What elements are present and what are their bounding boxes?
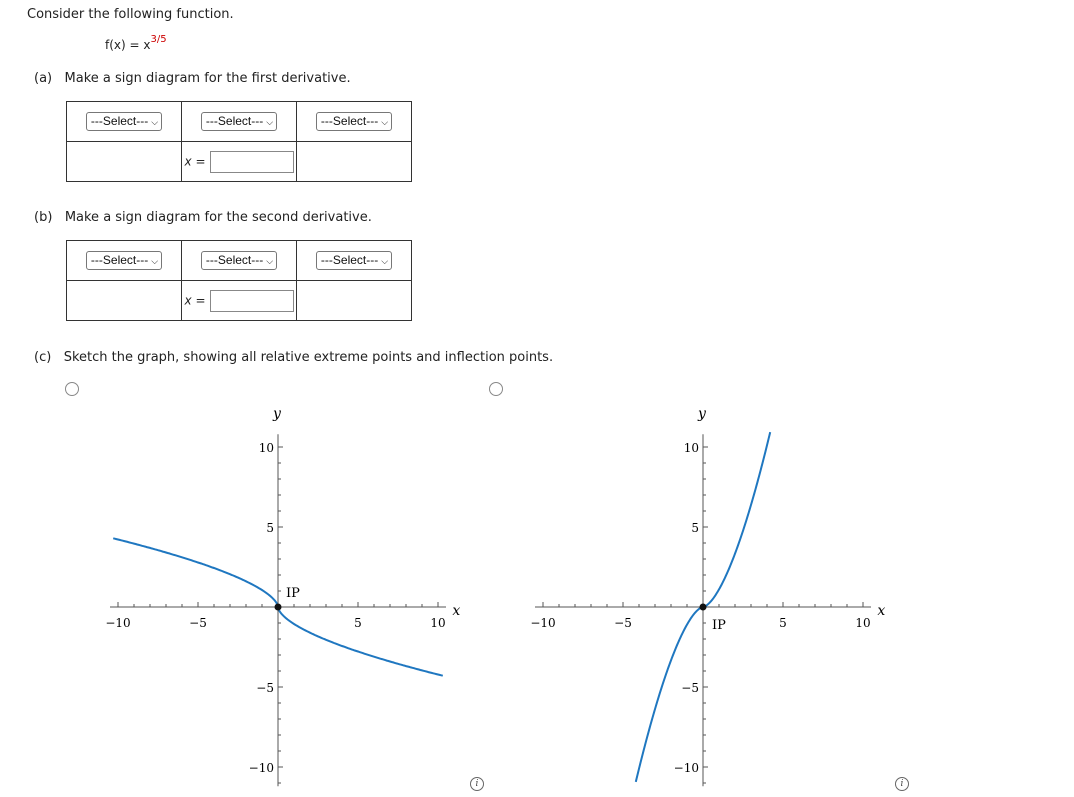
graph-option-1-radio[interactable] [65, 382, 79, 396]
empty-cell [67, 281, 182, 321]
x-variable: x [184, 293, 192, 307]
graph-2-x-tick-label: −10 [530, 616, 556, 630]
select-label: ---Select--- [205, 114, 264, 128]
sign-cell [182, 241, 297, 281]
sign-cell [67, 102, 182, 142]
graph-1-x-tick-label: −10 [105, 616, 131, 630]
graph-2-y-tick-label: 10 [683, 441, 699, 455]
graph-2-info-icon[interactable]: i [895, 777, 909, 791]
critical-value-cell [182, 142, 297, 182]
select-label: ---Select--- [90, 114, 149, 128]
graph-2-x-tick-label: 5 [779, 616, 787, 630]
graph-1-ip-label: IP [286, 586, 300, 601]
graph-1-y-tick-label: −10 [248, 761, 274, 775]
select-label: ---Select--- [90, 253, 149, 267]
sign-cell [297, 241, 412, 281]
part-b-label: (b) [34, 210, 53, 225]
graph-option-1[interactable] [90, 400, 480, 797]
empty-cell [67, 142, 182, 182]
part-a-label: (a) [34, 71, 53, 86]
graph-1-info-icon[interactable]: i [470, 777, 484, 791]
graph-1-x-tick-label: 10 [430, 616, 446, 630]
sign-select-middle[interactable] [201, 112, 277, 131]
equals-sign: = [195, 293, 206, 307]
sign-select-right[interactable] [316, 112, 392, 131]
chevron-down-icon: ⌵ [151, 117, 159, 127]
sign-select-middle[interactable] [201, 251, 277, 270]
graph-1-y-tick-label: 5 [266, 521, 274, 535]
part-b-text: Make a sign diagram for the second derivative. [64, 210, 372, 225]
graph-2-x-axis-label: x [877, 603, 886, 619]
graph-2-x-tick-label: 10 [855, 616, 871, 630]
graph-option-2[interactable] [515, 400, 905, 797]
chevron-down-icon: ⌵ [381, 256, 389, 266]
inflection-value-cell [182, 281, 297, 321]
graph-1-inflection-point [275, 604, 282, 611]
first-derivative-sign-diagram [66, 101, 412, 182]
sign-cell [297, 102, 412, 142]
chevron-down-icon: ⌵ [381, 117, 389, 127]
x-equals-label [185, 154, 206, 168]
inflection-value-input[interactable] [210, 290, 294, 312]
select-label: ---Select--- [205, 253, 264, 267]
function-exponent: 3/5 [150, 34, 167, 45]
graph-2-y-tick-label: 5 [691, 521, 699, 535]
x-equals-label [185, 293, 206, 307]
sign-cell [182, 102, 297, 142]
select-label: ---Select--- [320, 114, 379, 128]
sign-select-right[interactable] [316, 251, 392, 270]
part-a-text: Make a sign diagram for the first derivative. [64, 71, 351, 86]
graph-2-y-tick-label: −10 [673, 761, 699, 775]
second-derivative-sign-diagram [66, 240, 412, 321]
chevron-down-icon: ⌵ [151, 256, 159, 266]
sign-select-left[interactable] [86, 112, 162, 131]
chevron-down-icon: ⌵ [266, 117, 274, 127]
part-c-heading [34, 350, 553, 365]
graph-1-x-axis-label: x [452, 603, 461, 619]
sign-cell [67, 241, 182, 281]
part-b-heading [34, 210, 372, 225]
intro-text: Consider the following function. [27, 7, 234, 22]
function-lhs: f(x) = x [105, 38, 151, 52]
graph-2-ip-label: IP [712, 618, 726, 633]
part-c-label: (c) [34, 350, 52, 365]
graph-1-y-axis-label: y [273, 406, 281, 423]
equals-sign: = [195, 154, 206, 168]
graph-option-2-radio[interactable] [489, 382, 503, 396]
sign-select-left[interactable] [86, 251, 162, 270]
function-definition [105, 36, 167, 52]
graph-1-y-tick-label: 10 [258, 441, 274, 455]
graph-1-x-tick-label: 5 [354, 616, 362, 630]
select-label: ---Select--- [320, 253, 379, 267]
graph-2-inflection-point [700, 604, 707, 611]
empty-cell [297, 142, 412, 182]
graph-2-y-axis-label: y [698, 406, 706, 423]
critical-value-input[interactable] [210, 151, 294, 173]
empty-cell [297, 281, 412, 321]
chevron-down-icon: ⌵ [266, 256, 274, 266]
part-c-text: Sketch the graph, showing all relative extreme points and inflection points. [63, 350, 554, 365]
graph-1-y-tick-label: −5 [256, 681, 274, 695]
graph-2-x-tick-label: −5 [614, 616, 632, 630]
graph-2-y-tick-label: −5 [681, 681, 699, 695]
graph-1-x-tick-label: −5 [189, 616, 207, 630]
x-variable: x [184, 154, 192, 168]
part-a-heading [34, 71, 351, 86]
